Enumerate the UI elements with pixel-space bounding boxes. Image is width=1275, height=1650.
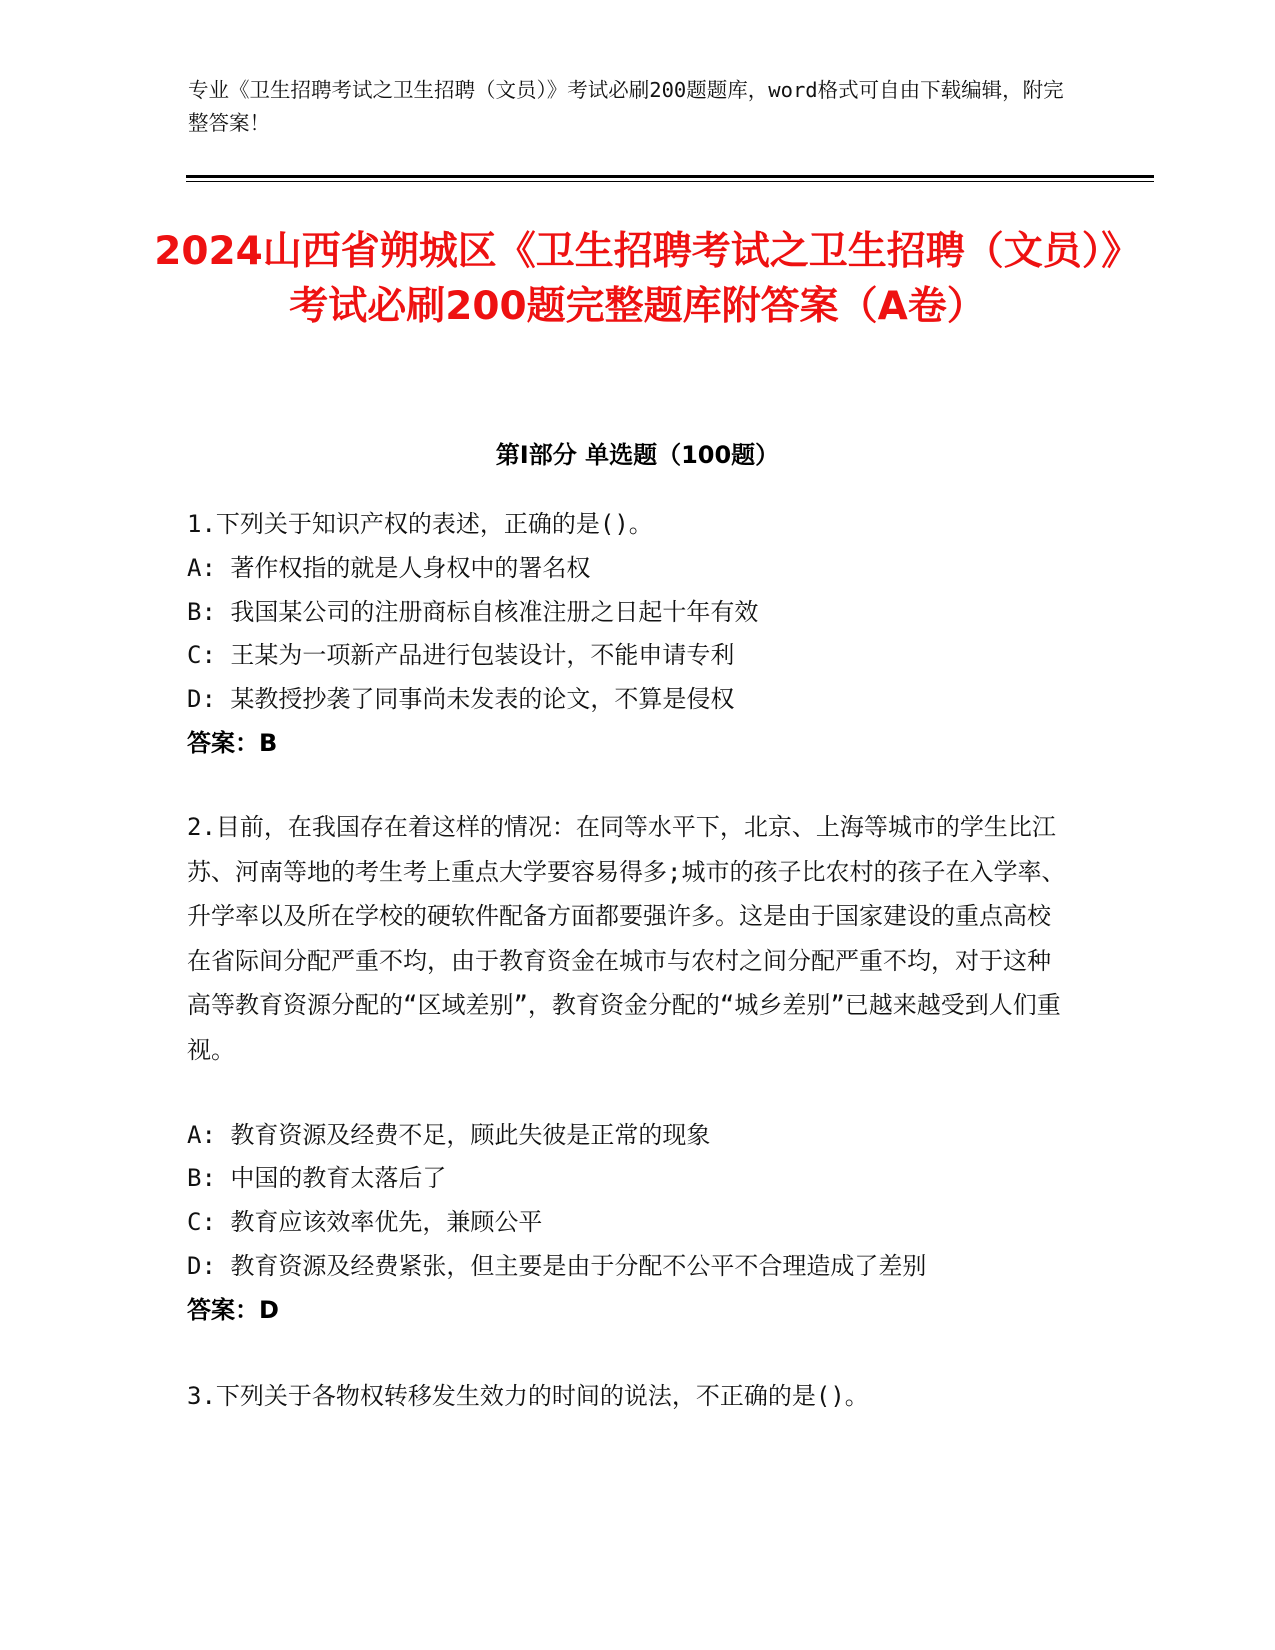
question-2-stem: 2.目前，在我国存在着这样的情况：在同等水平下，北京、上海等城市的学生比江苏、河南等地的考生考上重点大学要容易得多;城市的孩子比农村的孩子在入学率、升学率以及所在学校的硬软件配备方面都要强许多。这是由于国家建设的重点高校在省际间分配严重不均，由于教育资金在城市与农村之间分配严重不均，对于这种高等教育资源分配的“区域差别”，教育资金分配的“城乡差别”已越来越受到人们重视。 [187,813,1066,1064]
question-2-answer: 答案：D [187,1296,279,1324]
question-1-answer: 答案：B [187,729,278,757]
question-2-option-c: C: 教育应该效率优先，兼顾公平 [187,1208,543,1236]
question-2-option-b: B: 中国的教育太落后了 [187,1164,447,1192]
question-3-stem: 3.下列关于各物权转移发生效力的时间的说法，不正确的是()。 [187,1382,869,1410]
question-2-option-d: D: 教育资源及经费紧张，但主要是由于分配不公平不合理造成了差别 [187,1252,927,1280]
question-1-option-a: A: 著作权指的就是人身权中的署名权 [187,554,591,582]
question-1-option-b: B: 我国某公司的注册商标自核准注册之日起十年有效 [187,598,759,626]
header-divider-thick [186,175,1154,178]
document-title: 2024山西省朔城区《卫生招聘考试之卫生招聘（文员）》考试必刷200题完整题库附答案（A卷） [154,229,1121,329]
section-heading: 第Ⅰ部分 单选题（100题） [495,441,780,469]
header-divider-thin [186,181,1154,182]
header-note: 专业《卫生招聘考试之卫生招聘（文员）》考试必刷200题题库，word格式可自由下载编辑，附完整答案！ [188,78,1064,135]
question-1-option-c: C: 王某为一项新产品进行包装设计，不能申请专利 [187,641,735,669]
question-1-stem: 1.下列关于知识产权的表述，正确的是()。 [187,510,653,538]
question-1-option-d: D: 某教授抄袭了同事尚未发表的论文，不算是侵权 [187,685,735,713]
question-2-option-a: A: 教育资源及经费不足，顾此失彼是正常的现象 [187,1121,711,1149]
